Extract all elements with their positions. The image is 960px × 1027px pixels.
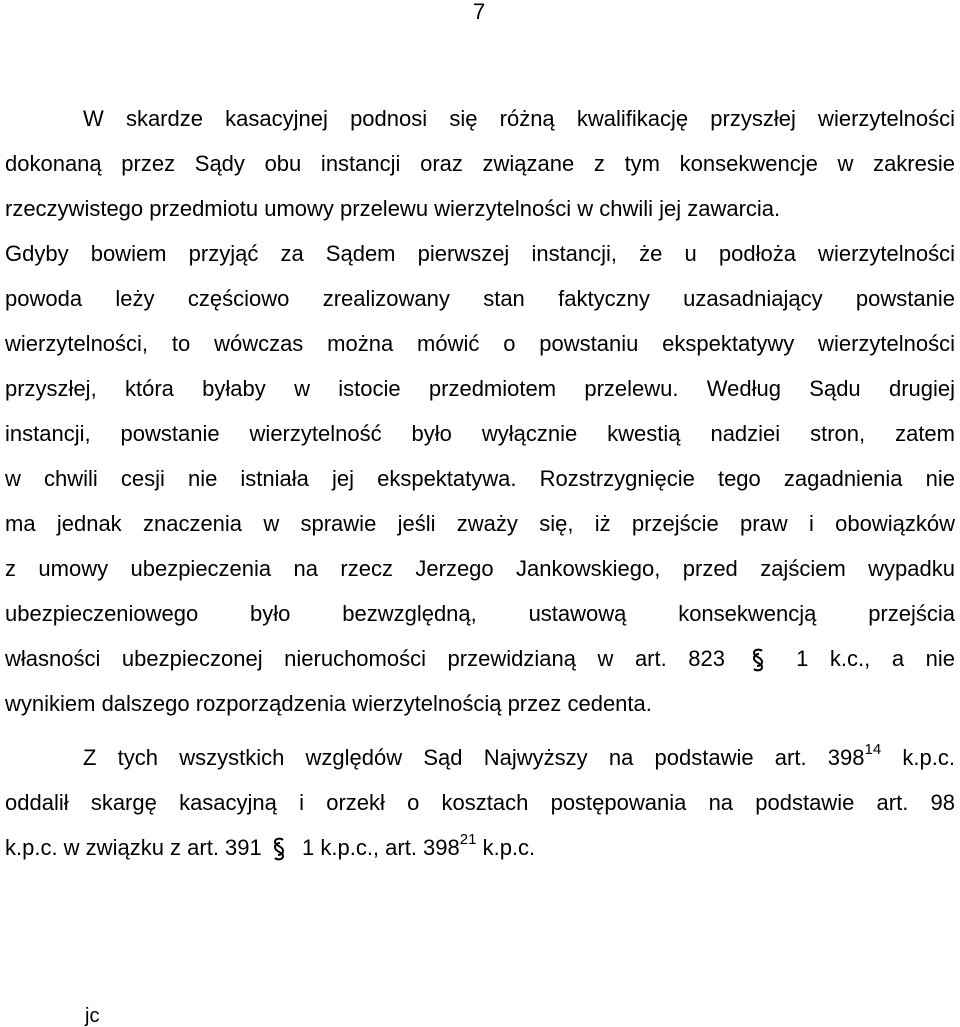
paragraph-mark-icon — [747, 648, 775, 670]
paragraph-mark-icon — [268, 837, 296, 859]
paragraph-1-line-6: wierzytelności, to wówczas można mówić o powstaniu ekspektatywy wierzytelności — [5, 331, 955, 356]
paragraph-2-line-2: oddalił skargę kasacyjną i orzekł o kosztach postępowania na podstawie art. 98 — [5, 790, 955, 815]
p2-line-3-after: k.p.c. — [482, 835, 536, 860]
paragraph-1-line-3: rzeczywistego przedmiotu umowy przelewu wierzytelności w chwili jej zawarcia. — [5, 196, 781, 221]
paragraph-1-line-10: ma jednak znaczenia w sprawie jeśli zważy się, iż przejście praw i obowiązków — [5, 511, 955, 536]
paragraph-1-line-7: przyszłej, która byłaby w istocie przedmiotem przelewu. Według Sądu drugiej — [5, 376, 955, 401]
paragraph-1-line-12: ubezpieczeniowego było bezwzględną, ustawową konsekwencją przejścia — [5, 601, 955, 626]
paragraph-1-line-14: wynikiem dalszego rozporządzenia wierzytelnością przez cedenta. — [5, 691, 652, 716]
paragraph-1-line-13 — [5, 646, 955, 672]
paragraph-1-line-2: dokonaną przez Sądy obu instancji oraz związane z tym konsekwencje w zakresie — [5, 151, 955, 176]
p2-line-1-text: Z tych wszystkich względów Sąd Najwyższy na podstawie art. 398 — [83, 745, 865, 770]
paragraph-1-line-4: Gdyby bowiem przyjąć za Sądem pierwszej instancji, że u podłoża wierzytelności — [5, 241, 955, 266]
page-number: 7 — [473, 0, 486, 24]
paragraph-1-line-8: instancji, powstanie wierzytelność było wyłącznie kwestią nadziei stron, zatem — [5, 421, 955, 446]
p2-line-3-mid: 1 k.p.c., art. 398 — [302, 835, 460, 860]
p2-line-1-after: k.p.c. — [902, 745, 955, 770]
p2-line-3-superscript: 21 — [459, 830, 477, 848]
paragraph-1-line-5: powoda leży częściowo zrealizowany stan faktyczny uzasadniający powstanie — [5, 286, 955, 311]
paragraph-2-line-1 — [83, 740, 955, 771]
p2-line-3-before: k.p.c. w związku z art. 391 — [5, 835, 262, 860]
paragraph-1-line-1: W skardze kasacyjnej podnosi się różną kwalifikację przyszłej wierzytelności — [83, 106, 955, 131]
footer-initials: jc — [85, 1005, 100, 1027]
p2-line-1-superscript: 14 — [864, 740, 882, 758]
paragraph-1-line-9: w chwili cesji nie istniała jej ekspektatywa. Rozstrzygnięcie tego zagadnienia nie — [5, 466, 955, 491]
line-13-text-after: 1 k.c., a nie — [796, 646, 955, 671]
paragraph-1-line-11: z umowy ubezpieczenia na rzecz Jerzego Jankowskiego, przed zajściem wypadku — [5, 556, 955, 581]
paragraph-2-line-3 — [5, 830, 955, 861]
line-13-text-before: własności ubezpieczonej nieruchomości przewidzianą w art. 823 — [5, 646, 725, 671]
